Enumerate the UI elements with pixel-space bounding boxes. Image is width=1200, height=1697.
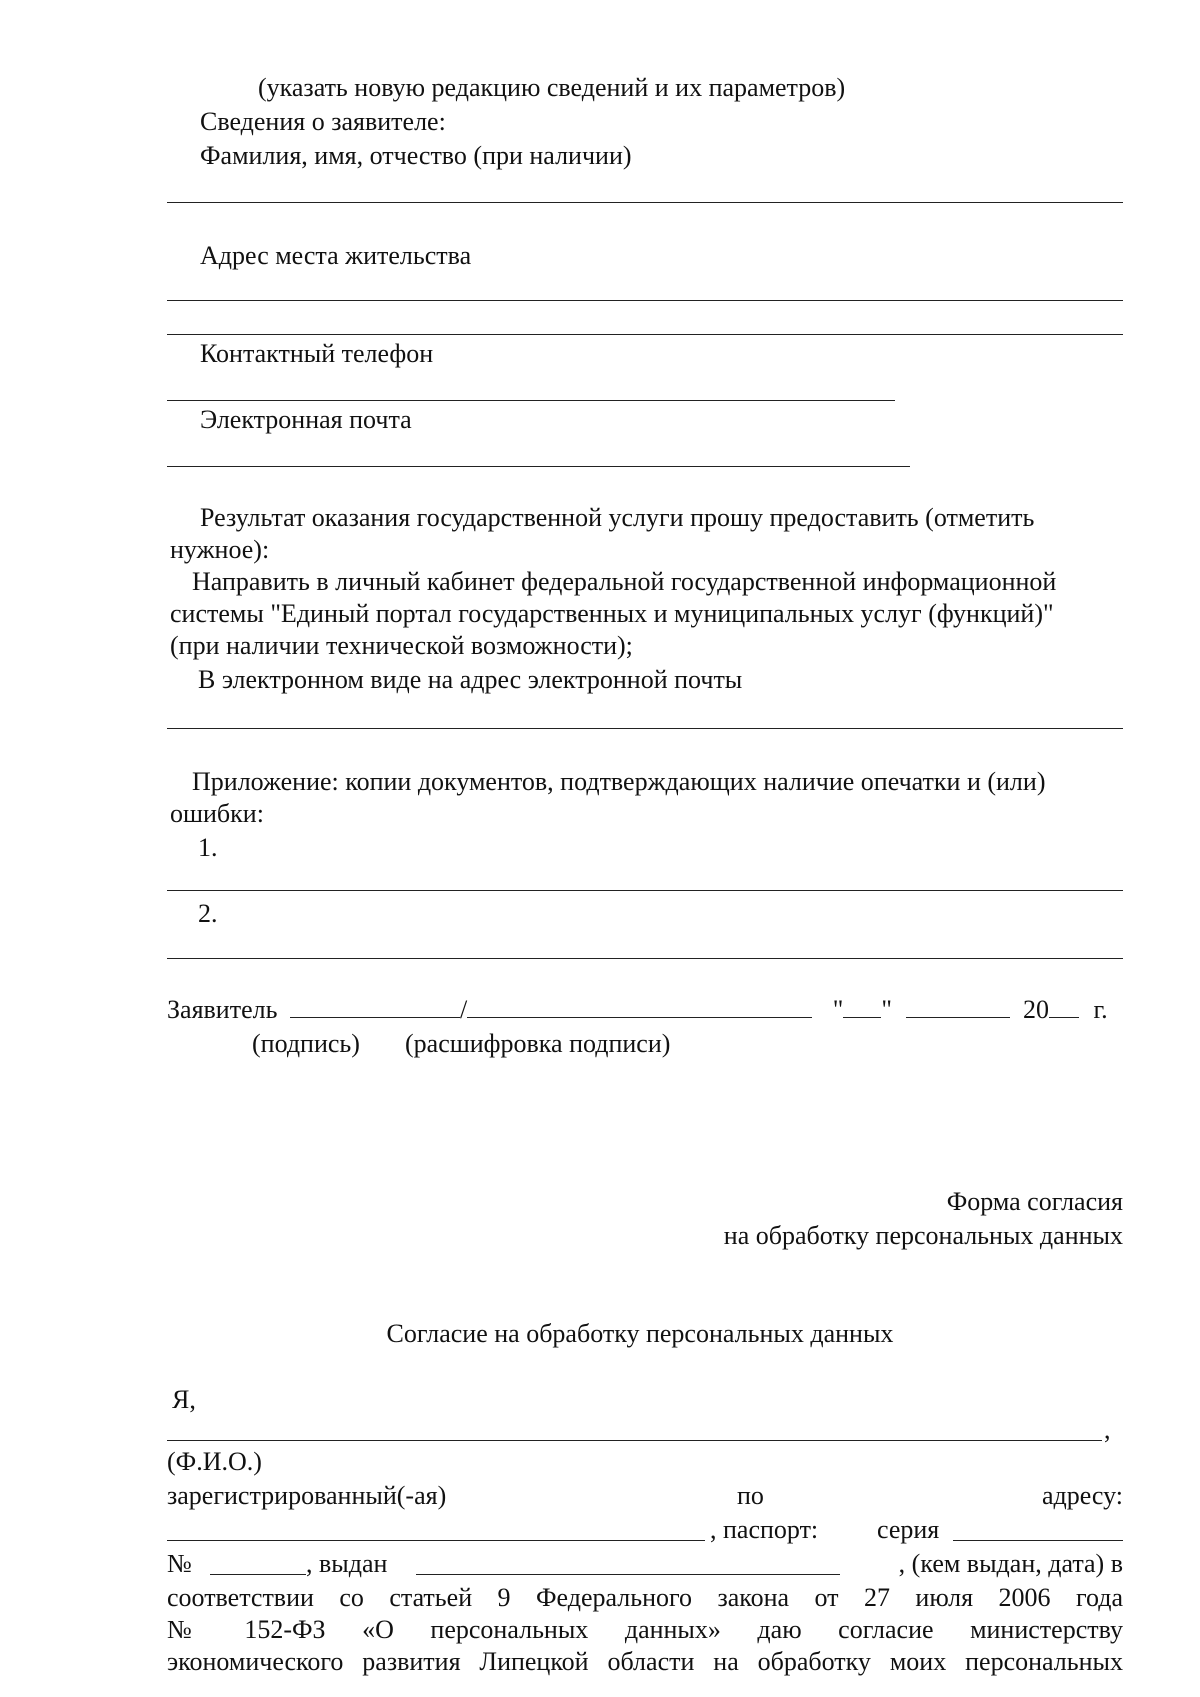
passport-number-field[interactable] [210, 1574, 306, 1575]
signature-slash: / [459, 995, 468, 1024]
form-title-line1: Форма согласия [946, 1187, 1123, 1216]
reg-word-3: адресу: [1041, 1481, 1123, 1510]
attachment-line1: Приложение: копии документов, подтверждающих наличие опечатки и (или) [192, 767, 1046, 796]
fio-field-line[interactable] [167, 202, 1123, 203]
series-label: серия [877, 1515, 940, 1544]
date-month-field[interactable] [906, 995, 1010, 1018]
attachment-item-2-line[interactable] [167, 958, 1123, 959]
passport-issued-field[interactable] [416, 1574, 840, 1575]
email-label: Электронная почта [200, 405, 412, 434]
consent-fio-field-line[interactable] [167, 1440, 1102, 1441]
email-field-line[interactable] [167, 466, 910, 467]
fio-caption: (Ф.И.О.) [167, 1447, 262, 1476]
option-email: В электронном виде на адрес электронной почты [198, 665, 743, 694]
caption-signature-decode: (расшифровка подписи) [405, 1029, 671, 1058]
attachment-item-1: 1. [198, 833, 218, 862]
date-year-field[interactable] [1049, 995, 1079, 1018]
issued-by-label: , (кем выдан, дата) в [898, 1549, 1123, 1578]
address-label: Адрес места жительства [200, 241, 472, 270]
result-text-line1: Результат оказания государственной услуги прошу предоставить (отметить [200, 503, 1035, 532]
consent-fio-comma: , [1104, 1415, 1111, 1444]
attachment-item-1-line[interactable] [167, 890, 1123, 891]
consent-body-line1: соответствии со статьей 9 Федерального закона от 27 июля 2006 года [167, 1583, 1123, 1612]
date-day-field[interactable] [843, 995, 881, 1018]
issued-label: , выдан [306, 1549, 388, 1578]
option-portal-line3: (при наличии технической возможности); [170, 631, 633, 660]
address-field-line-2[interactable] [167, 334, 1123, 335]
attachment-item-2: 2. [198, 899, 218, 928]
date-quote-open: " [832, 995, 844, 1024]
fio-label: Фамилия, имя, отчество (при наличии) [200, 141, 632, 170]
consent-body-line2: № 152-ФЗ «О персональных данных» даю согласие министерству [167, 1615, 1123, 1644]
consent-address-field-line[interactable] [167, 1540, 705, 1541]
consent-body-line3: экономического развития Липецкой области на обработку моих персональных [167, 1647, 1123, 1676]
address-field-line-1[interactable] [167, 300, 1123, 301]
phone-field-line[interactable] [167, 400, 895, 401]
option-portal-line2: системы "Единый портал государственных и муниципальных услуг (функций)" [170, 599, 1054, 628]
signature-row [167, 994, 1108, 1026]
consent-ya: Я, [172, 1385, 196, 1414]
consent-title: Согласие на обработку персональных данных [386, 1319, 894, 1348]
signature-decode-field[interactable] [467, 995, 812, 1018]
option-portal-line1: Направить в личный кабинет федеральной государственной информационной [192, 567, 1057, 596]
reg-word-1: зарегистрированный(-ая) [167, 1481, 447, 1510]
attachment-line2: ошибки: [170, 799, 264, 828]
result-text-line2: нужное): [170, 535, 270, 564]
date-year-suffix: г. [1093, 995, 1108, 1024]
date-year-prefix: 20 [1022, 995, 1049, 1024]
signature-field[interactable] [290, 995, 460, 1018]
number-sign: № [167, 1549, 192, 1578]
result-email-field-line[interactable] [167, 728, 1123, 729]
date-quote-close: " [881, 995, 892, 1024]
passport-label: , паспорт: [710, 1515, 819, 1544]
applicant-heading: Сведения о заявителе: [200, 107, 446, 136]
form-title-line2: на обработку персональных данных [723, 1221, 1123, 1250]
caption-signature: (подпись) [252, 1029, 360, 1058]
header-note: (указать новую редакцию сведений и их параметров) [258, 73, 846, 102]
reg-word-2: по [737, 1481, 764, 1510]
signature-label: Заявитель [167, 995, 278, 1024]
passport-series-field[interactable] [953, 1540, 1123, 1541]
phone-label: Контактный телефон [200, 339, 434, 368]
